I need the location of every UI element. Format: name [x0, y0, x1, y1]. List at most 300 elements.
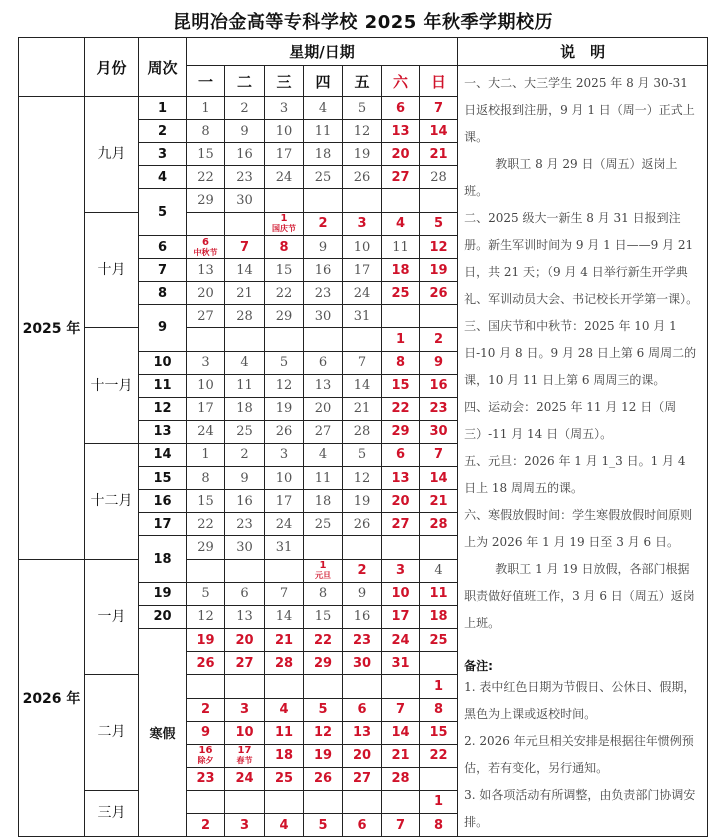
date-cell [304, 582, 343, 605]
date-cell [265, 305, 304, 328]
date-cell [382, 212, 420, 235]
date-cell [265, 582, 304, 605]
date-cell [420, 397, 458, 420]
date-number: 8 [434, 702, 444, 718]
date-number: 5 [318, 702, 328, 718]
date-cell [343, 490, 382, 513]
date-cell [187, 698, 225, 721]
weekday-header: 六 [382, 66, 420, 97]
weekday-header: 三 [265, 66, 304, 97]
date-cell [420, 513, 458, 536]
date-cell [304, 143, 343, 166]
date-cell [225, 582, 265, 605]
date-cell [187, 814, 225, 837]
date-cell [187, 212, 225, 235]
date-cell [265, 166, 304, 189]
date-number: 7 [434, 100, 444, 116]
date-number: 9 [240, 123, 249, 139]
date-number: 26 [429, 285, 448, 301]
date-number: 29 [275, 308, 293, 324]
date-number: 1 [319, 560, 327, 572]
note-item: 六、寒假放假时间：学生寒假放假时间原则上为 2026 年 1 月 19 日至 3 月 6 日。 [464, 508, 693, 549]
date-number: 6 [357, 817, 367, 833]
date-cell [420, 212, 458, 235]
date-number: 7 [279, 586, 289, 602]
date-cell [343, 212, 382, 235]
note-item: 教职工 1 月 19 日放假，各部门根据职责做好值班工作，3 月 6 日（周五）返岗上班。 [464, 562, 695, 630]
date-cell [382, 744, 420, 767]
remark-item: 1. 表中红色日期为节假日、公休日、假期，黑色为上课或返校时间。 [464, 680, 696, 721]
date-number: 23 [196, 771, 215, 787]
date-cell [304, 97, 343, 120]
date-cell [420, 698, 458, 721]
date-number: 20 [391, 493, 410, 509]
year-label: 2025 年 [19, 97, 85, 560]
date-number: 22 [429, 748, 448, 764]
date-cell [265, 790, 304, 813]
date-cell [304, 744, 343, 767]
note-item: 四、运动会：2025 年 11 月 12 日（周三）-11 月 14 日（周五）。 [464, 400, 677, 441]
date-cell [304, 490, 343, 513]
date-cell [382, 675, 420, 698]
date-cell [382, 652, 420, 675]
date-cell [187, 259, 225, 282]
date-number: 23 [314, 285, 332, 301]
date-number: 2 [318, 216, 328, 232]
date-cell [304, 513, 343, 536]
date-number: 18 [314, 493, 332, 509]
date-number: 28 [391, 771, 410, 787]
date-number: 20 [235, 632, 254, 648]
date-cell [420, 259, 458, 282]
corner-cell [19, 38, 85, 97]
date-number: 28 [353, 424, 371, 440]
date-number: 21 [353, 401, 371, 417]
date-cell [420, 443, 458, 466]
date-number: 12 [429, 239, 448, 255]
date-number: 2 [200, 817, 211, 833]
date-cell [225, 397, 265, 420]
date-cell [304, 397, 343, 420]
date-cell [265, 97, 304, 120]
date-number: 29 [391, 424, 410, 440]
date-number: 25 [274, 771, 294, 787]
date-number: 24 [235, 771, 254, 787]
date-cell [187, 236, 225, 259]
week-number: 17 [139, 513, 187, 536]
date-cell [225, 814, 265, 837]
month-label: 一月 [85, 559, 139, 675]
date-number: 13 [236, 609, 253, 625]
week-number: 13 [139, 420, 187, 443]
date-cell [382, 814, 420, 837]
date-number: 21 [429, 493, 448, 509]
date-cell [382, 351, 420, 374]
date-cell [187, 744, 225, 767]
week-number: 1 [139, 97, 187, 120]
date-number: 26 [353, 516, 371, 532]
date-cell [420, 744, 458, 767]
date-number: 17 [391, 609, 410, 625]
month-label: 十一月 [85, 328, 139, 443]
date-cell [225, 143, 265, 166]
date-cell [225, 120, 265, 143]
date-cell [187, 305, 225, 328]
date-number: 9 [318, 239, 328, 255]
date-cell [420, 790, 458, 813]
date-cell [343, 189, 382, 212]
date-cell [420, 721, 458, 744]
date-number: 24 [391, 632, 410, 648]
date-cell [265, 397, 304, 420]
date-number: 7 [434, 447, 444, 463]
date-cell [187, 467, 225, 490]
date-cell [265, 721, 304, 744]
date-cell [343, 282, 382, 305]
date-cell [225, 166, 265, 189]
date-number: 15 [429, 725, 448, 741]
date-number: 7 [395, 702, 406, 718]
date-number: 1 [201, 100, 210, 116]
date-number: 14 [391, 725, 410, 741]
date-number: 10 [197, 378, 214, 394]
date-cell [382, 790, 420, 813]
date-number: 18 [391, 262, 410, 278]
date-number: 1 [395, 332, 406, 348]
date-number: 19 [196, 632, 215, 648]
date-number: 27 [235, 655, 254, 671]
date-number: 25 [314, 516, 332, 532]
date-cell [304, 120, 343, 143]
date-number: 26 [275, 424, 293, 440]
date-number: 21 [429, 146, 448, 162]
date-cell [187, 420, 225, 443]
date-cell [225, 189, 265, 212]
date-number: 11 [314, 123, 332, 139]
date-cell [343, 744, 382, 767]
date-number: 20 [352, 748, 372, 764]
date-number: 13 [391, 123, 410, 139]
date-cell [382, 259, 420, 282]
date-number: 30 [236, 539, 253, 555]
date-cell [265, 513, 304, 536]
date-number: 4 [318, 447, 328, 463]
date-cell [187, 397, 225, 420]
date-cell [343, 443, 382, 466]
date-cell [420, 490, 458, 513]
date-cell [304, 212, 343, 235]
week-number: 4 [139, 166, 187, 189]
date-number: 12 [197, 609, 214, 625]
weekday-group-header: 星期/日期 [187, 38, 458, 66]
date-number: 27 [391, 516, 410, 532]
date-cell [265, 351, 304, 374]
date-cell [187, 582, 225, 605]
date-cell [304, 559, 343, 582]
date-number: 15 [391, 378, 410, 394]
date-number: 30 [314, 308, 332, 324]
date-cell [304, 790, 343, 813]
date-number: 16 [198, 745, 213, 757]
date-cell [187, 790, 225, 813]
date-number: 6 [395, 100, 406, 116]
date-number: 7 [395, 817, 406, 833]
date-cell [265, 143, 304, 166]
week-number: 5 [139, 189, 187, 236]
date-cell [187, 328, 225, 351]
date-number: 28 [236, 308, 253, 324]
date-cell [265, 120, 304, 143]
page-title: 昆明冶金高等专科学校 2025 年秋季学期校历 [172, 12, 554, 33]
date-cell [304, 605, 343, 628]
date-cell [265, 467, 304, 490]
week-number: 8 [139, 282, 187, 305]
date-number: 24 [275, 169, 293, 185]
note-item: 二、2025 级大一新生 8 月 31 日报到注册。新生军训时间为 9 月 1 日——9 月 21 日，共 21 天；（9 月 4 日举行新生开学典礼、军训动员大会、书记校长开学第一课）。 [464, 211, 699, 306]
week-number: 12 [139, 397, 187, 420]
date-number: 5 [279, 355, 289, 371]
date-cell [225, 652, 265, 675]
date-cell [382, 374, 420, 397]
date-number: 15 [197, 146, 214, 162]
month-label: 十月 [85, 212, 139, 328]
date-cell [304, 282, 343, 305]
date-number: 24 [275, 516, 293, 532]
date-number: 14 [429, 123, 448, 139]
date-number: 24 [353, 285, 371, 301]
date-number: 19 [275, 401, 293, 417]
date-cell [265, 443, 304, 466]
date-number: 21 [391, 748, 410, 764]
date-cell [225, 559, 265, 582]
month-header: 月份 [85, 38, 139, 97]
holiday-label: 元旦 [315, 571, 331, 581]
date-number: 8 [318, 586, 328, 602]
note-item: 一、大二、大三学生 2025 年 8 月 30-31 日返校报到注册，9 月 1 日（周一）正式上课。 [464, 76, 695, 144]
date-number: 22 [197, 169, 214, 185]
date-number: 18 [314, 146, 332, 162]
date-number: 3 [239, 702, 250, 718]
date-cell [265, 420, 304, 443]
date-number: 5 [318, 817, 328, 833]
date-number: 11 [429, 586, 448, 602]
date-number: 29 [197, 193, 214, 209]
date-cell [265, 628, 304, 651]
date-number: 31 [391, 655, 410, 671]
date-cell [343, 351, 382, 374]
date-cell [265, 675, 304, 698]
date-cell [343, 652, 382, 675]
date-number: 13 [391, 470, 410, 486]
date-number: 30 [352, 655, 372, 671]
date-cell [420, 814, 458, 837]
date-number: 9 [357, 586, 367, 602]
week-number: 7 [139, 259, 187, 282]
date-cell [265, 559, 304, 582]
remarks-title: 备注: [464, 659, 493, 673]
date-number: 4 [395, 216, 406, 232]
date-cell [343, 605, 382, 628]
date-cell [420, 675, 458, 698]
date-number: 8 [279, 239, 289, 255]
date-cell [343, 328, 382, 351]
date-cell [304, 443, 343, 466]
date-cell [265, 814, 304, 837]
date-number: 17 [353, 262, 371, 278]
date-cell [382, 443, 420, 466]
date-cell [187, 605, 225, 628]
remark-item: 3. 如各项活动有所调整，由负责部门协调安排。 [464, 788, 696, 829]
date-cell [225, 767, 265, 790]
date-cell [420, 628, 458, 651]
date-cell [225, 490, 265, 513]
date-cell [187, 143, 225, 166]
date-cell [343, 582, 382, 605]
date-number: 25 [429, 632, 448, 648]
date-number: 8 [201, 470, 210, 486]
date-number: 22 [275, 285, 293, 301]
date-cell [343, 628, 382, 651]
date-cell [420, 536, 458, 559]
date-cell [382, 282, 420, 305]
date-number: 20 [391, 146, 410, 162]
month-label: 九月 [85, 97, 139, 213]
date-cell [304, 814, 343, 837]
week-number: 20 [139, 605, 187, 628]
date-cell [187, 166, 225, 189]
date-cell [225, 790, 265, 813]
date-cell [225, 744, 265, 767]
date-number: 13 [314, 378, 332, 394]
date-cell [304, 305, 343, 328]
date-number: 11 [274, 725, 294, 741]
date-cell [187, 652, 225, 675]
date-cell [304, 652, 343, 675]
date-number: 7 [357, 355, 367, 371]
winter-break-label: 寒假 [139, 628, 187, 836]
date-cell [420, 166, 458, 189]
date-number: 19 [313, 748, 333, 764]
date-number: 6 [395, 447, 406, 463]
date-number: 6 [357, 702, 367, 718]
date-number: 4 [279, 702, 289, 718]
date-cell [382, 698, 420, 721]
date-cell [187, 675, 225, 698]
date-number: 16 [236, 493, 253, 509]
date-number: 17 [237, 745, 252, 757]
date-cell [265, 259, 304, 282]
date-cell [304, 189, 343, 212]
date-cell [304, 698, 343, 721]
date-cell [225, 420, 265, 443]
date-number: 21 [236, 285, 253, 301]
week-number: 9 [139, 305, 187, 352]
week-number: 2 [139, 120, 187, 143]
date-cell [304, 351, 343, 374]
date-cell [225, 628, 265, 651]
week-number: 14 [139, 443, 187, 466]
date-cell [265, 744, 304, 767]
date-cell [343, 166, 382, 189]
date-number: 5 [357, 100, 367, 116]
date-number: 11 [392, 239, 409, 255]
date-number: 25 [391, 285, 410, 301]
weekday-header: 四 [304, 66, 343, 97]
date-cell [225, 513, 265, 536]
date-cell [304, 628, 343, 651]
date-number: 29 [313, 655, 333, 671]
date-cell [187, 559, 225, 582]
date-number: 12 [313, 725, 333, 741]
date-cell [265, 282, 304, 305]
date-cell [382, 236, 420, 259]
date-number: 19 [353, 493, 371, 509]
date-cell [382, 467, 420, 490]
date-cell [343, 467, 382, 490]
date-number: 1 [434, 794, 444, 810]
month-label: 三月 [85, 790, 139, 836]
date-number: 6 [240, 586, 249, 602]
date-cell [343, 790, 382, 813]
date-cell [420, 559, 458, 582]
date-cell [304, 536, 343, 559]
calendar-table [18, 37, 708, 837]
date-cell [343, 721, 382, 744]
date-cell [343, 236, 382, 259]
date-number: 3 [357, 216, 367, 232]
date-cell [343, 97, 382, 120]
date-cell [420, 582, 458, 605]
date-cell [304, 675, 343, 698]
week-number: 18 [139, 536, 187, 583]
date-number: 25 [314, 169, 332, 185]
date-number: 26 [313, 771, 333, 787]
month-label: 十二月 [85, 443, 139, 559]
week-number: 3 [139, 143, 187, 166]
date-cell [420, 467, 458, 490]
date-number: 12 [353, 123, 371, 139]
date-number: 18 [429, 609, 448, 625]
date-cell [343, 420, 382, 443]
date-cell [187, 513, 225, 536]
note-item: 教职工 8 月 29 日（周五）返岗上班。 [464, 157, 678, 198]
date-number: 2 [240, 100, 249, 116]
date-cell [187, 628, 225, 651]
date-number: 16 [236, 146, 253, 162]
date-number: 1 [434, 678, 444, 694]
date-cell [343, 767, 382, 790]
date-cell [225, 721, 265, 744]
date-number: 5 [357, 447, 367, 463]
notes-panel [458, 66, 708, 837]
date-cell [265, 536, 304, 559]
date-number: 10 [275, 123, 293, 139]
date-cell [343, 374, 382, 397]
weekday-header: 日 [420, 66, 458, 97]
date-number: 28 [429, 516, 448, 532]
date-number: 2 [200, 702, 211, 718]
date-cell [420, 605, 458, 628]
date-cell [265, 328, 304, 351]
date-cell [343, 536, 382, 559]
date-number: 10 [235, 725, 254, 741]
date-cell [265, 212, 304, 235]
date-number: 1 [280, 213, 288, 225]
date-number: 23 [352, 632, 372, 648]
date-cell [420, 767, 458, 790]
date-number: 3 [395, 563, 406, 579]
date-number: 18 [236, 401, 253, 417]
